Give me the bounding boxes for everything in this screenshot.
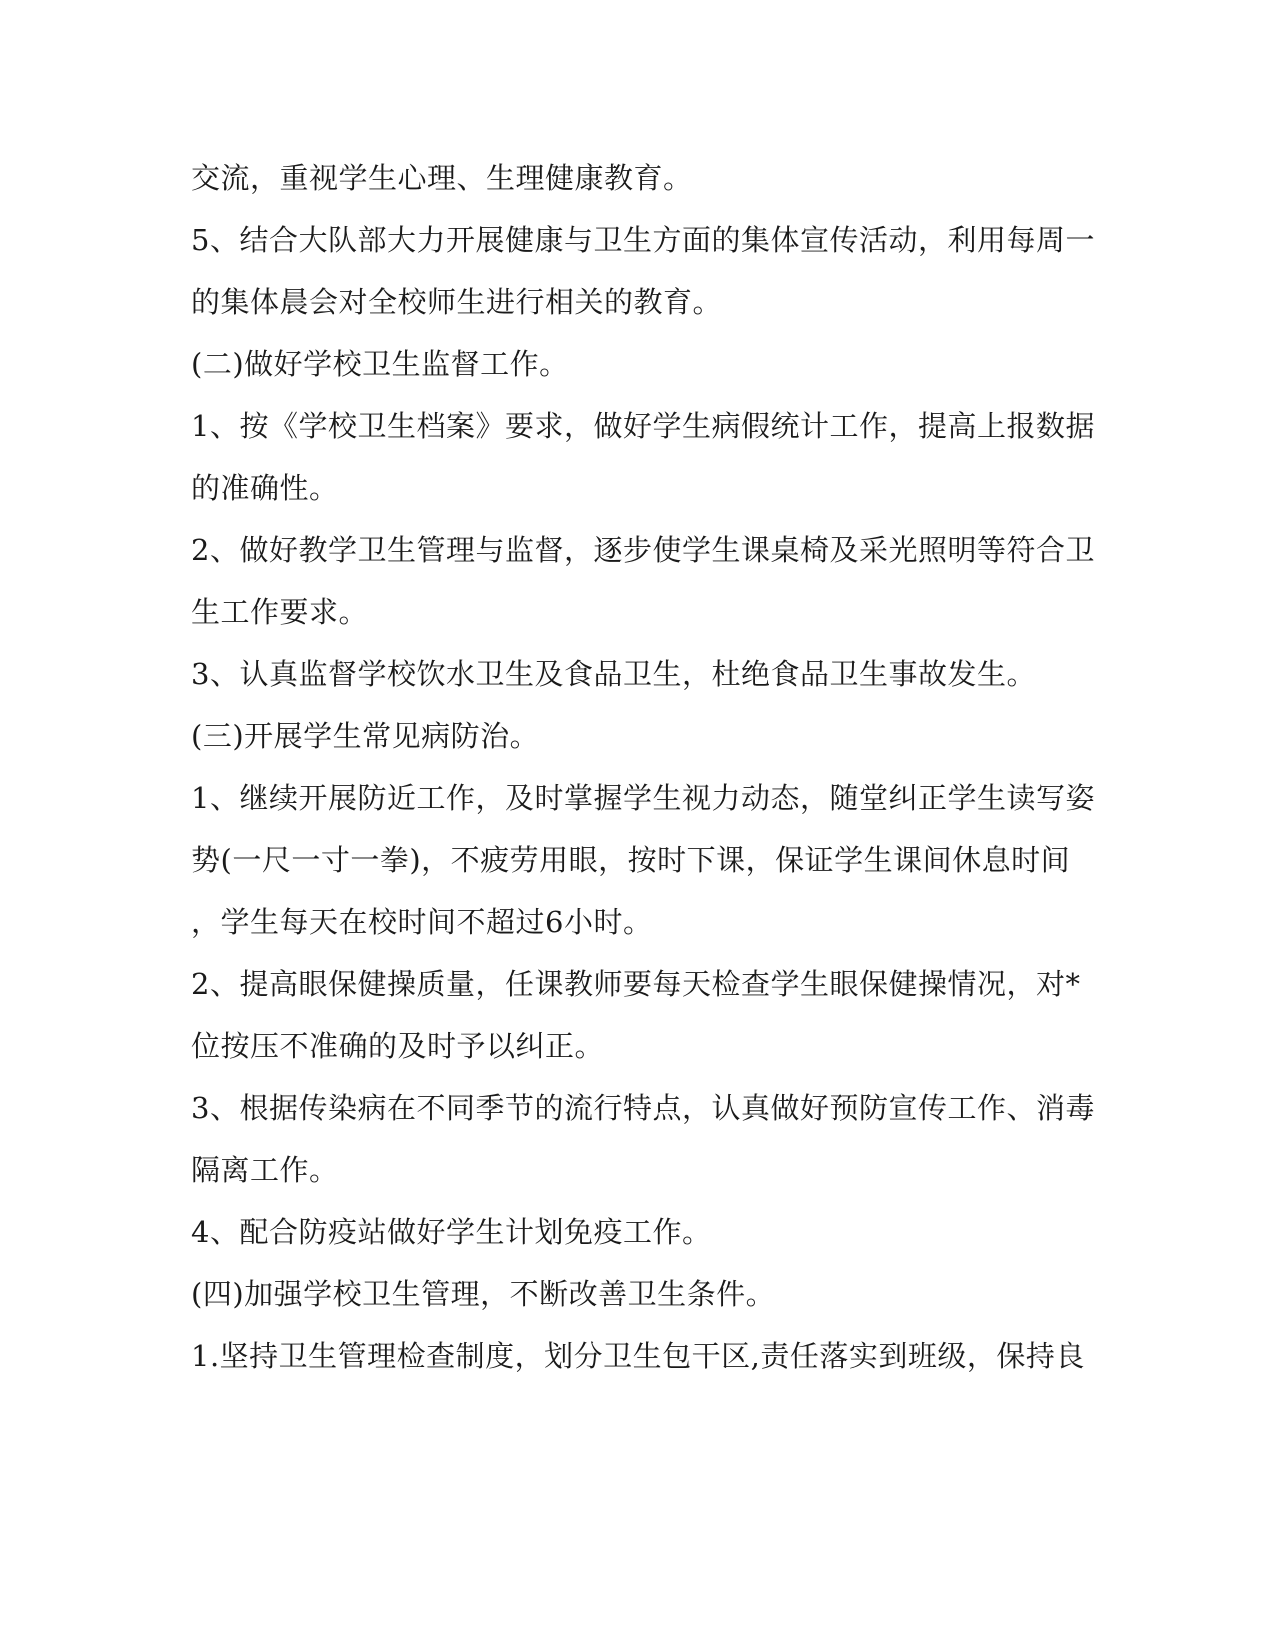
text-line: 5、结合大队部大力开展健康与卫生方面的集体宣传活动，利用每周一 <box>191 223 1095 257</box>
text-line: 1、按《学校卫生档案》要求，做好学生病假统计工作，提高上报数据 <box>191 409 1095 443</box>
text-line: 的准确性。 <box>191 471 339 505</box>
text-line: 2、提高眼保健操质量，任课教师要每天检查学生眼保健操情况，对* <box>191 967 1081 1001</box>
text-line: 4、配合防疫站做好学生计划免疫工作。 <box>191 1215 712 1249</box>
text-line: 1.坚持卫生管理检查制度，划分卫生包干区,责任落实到班级，保持良 <box>191 1339 1085 1373</box>
text-line: 3、认真监督学校饮水卫生及食品卫生，杜绝食品卫生事故发生。 <box>191 657 1036 691</box>
text-line: 位按压不准确的及时予以纠正。 <box>191 1029 605 1063</box>
text-line: 3、根据传染病在不同季节的流行特点，认真做好预防宣传工作、消毒 <box>191 1091 1095 1125</box>
text-line: 2、做好教学卫生管理与监督，逐步使学生课桌椅及采光照明等符合卫 <box>191 533 1095 567</box>
text-line: 生工作要求。 <box>191 595 369 629</box>
text-line: 的集体晨会对全校师生进行相关的教育。 <box>191 285 723 319</box>
text-line: 隔离工作。 <box>191 1153 339 1187</box>
text-line: 交流，重视学生心理、生理健康教育。 <box>191 161 693 195</box>
section-heading: (三)开展学生常见病防治。 <box>191 719 540 753</box>
text-line: 1、继续开展防近工作，及时掌握学生视力动态，随堂纠正学生读写姿 <box>191 781 1095 815</box>
section-heading: (二)做好学校卫生监督工作。 <box>191 347 569 381</box>
section-heading: (四)加强学校卫生管理，不断改善卫生条件。 <box>191 1277 776 1311</box>
text-line: 势(一尺一寸一拳)，不疲劳用眼，按时下课，保证学生课间休息时间 <box>191 843 1071 877</box>
text-line: ，学生每天在校时间不超过6小时。 <box>191 905 653 939</box>
